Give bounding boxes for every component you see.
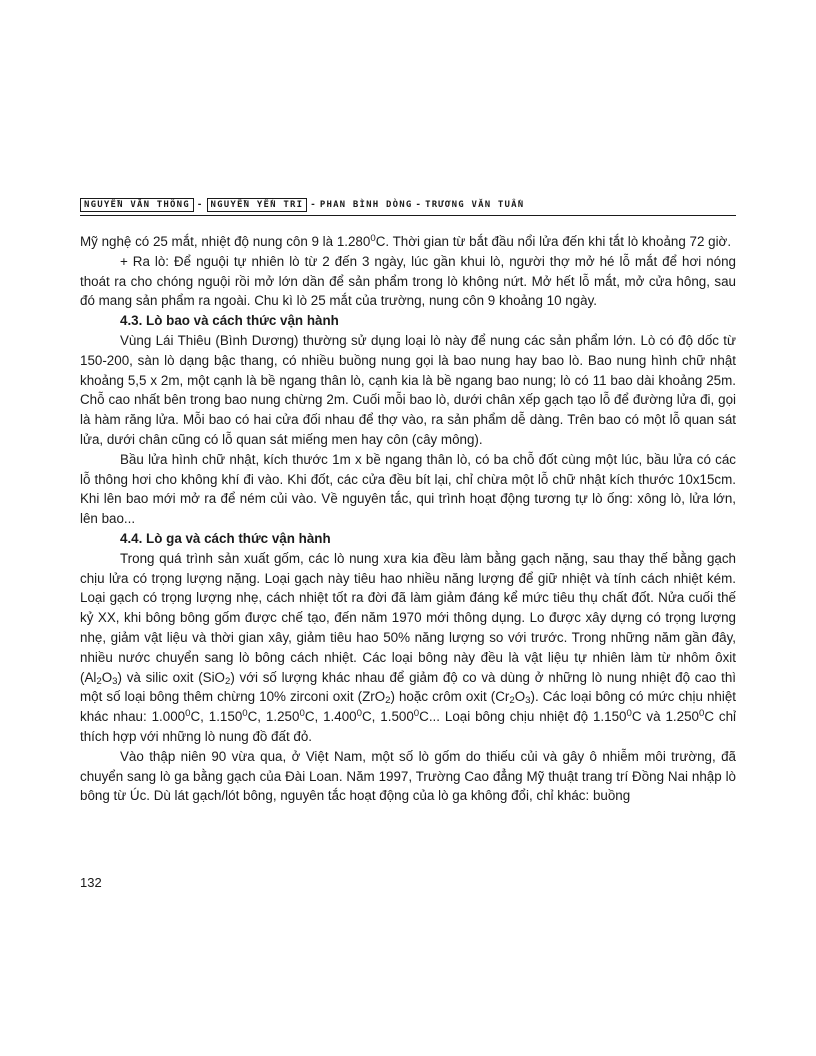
section-heading-4-3: 4.3. Lò bao và cách thức vận hành: [120, 313, 339, 329]
header-separator: -: [196, 200, 204, 210]
running-header: [80, 196, 736, 214]
header-separator: -: [310, 200, 317, 210]
paragraph: Vùng Lái Thiêu (Bình Dương) thường sử dụng loại lò này để nung các sản phẩm lớn. Lò có độ dốc từ 150-200, sàn lò dạng bậc thang, có nhiều buồng nung gọi là bao nung hay bao lò. Bao nung hình chữ nhật khoảng 5,5 x 2m, một cạnh là bề ngang thân lò, cạnh kia là bề ngang bao nung; lò có 11 bao dài khoảng 25m. Chỗ cao nhất bên trong bao nung chừng 2m. Cuối mỗi bao lò, dưới chân xếp gạch tạo lỗ để đường lửa đi, gọi là hàm răng lửa. Mỗi bao có hai cửa đối nhau để thợ vào, ra sản phẩm dễ dàng. Trên bao có một lỗ quan sát lửa, dưới chân cũng có lỗ quan sát miếng men hay côn (cây mông).: [80, 332, 736, 447]
paragraph: + Ra lò: Để nguội tự nhiên lò từ 2 đến 3 ngày, lúc gần khui lò, người thợ mở hé lỗ mắt để hơi nóng thoát ra cho chóng nguội rồi mở lớn dần để sản phẩm trong lò không nứt. Mở hết lỗ mắt, mở cửa hông, sau đó mang sản phẩm ra ngoài. Chu kì lò 25 mắt của trường, nung côn 9 khoảng 10 ngày.: [80, 253, 736, 309]
header-author-1: NGUYỄN VĂN THÔNG: [80, 198, 194, 212]
body-text: [80, 232, 736, 806]
paragraph: Vào thập niên 90 vừa qua, ở Việt Nam, một số lò gốm do thiếu củi và gây ô nhiễm môi trường, đã chuyển sang lò ga bằng gạch của Đài Loan. Năm 1997, Trường Cao đẳng Mỹ thuật trang trí Đồng Nai nhập lò bông từ Úc. Dù lát gạch/lót bông, nguyên tắc hoạt động của lò ga không đổi, chỉ khác: buồng: [80, 748, 736, 804]
header-author-2: NGUYỄN YẾN TRI: [207, 198, 308, 212]
header-rule: [80, 215, 736, 216]
paragraph: Mỹ nghệ có 25 mắt, nhiệt độ nung côn 9 là 1.280$^0$C. Thời gian từ bắt đầu nổi lửa đến khi tắt lò khoảng 72 giờ.: [80, 233, 732, 249]
header-separator: -: [415, 200, 423, 210]
paragraph: Bầu lửa hình chữ nhật, kích thước 1m x bề ngang thân lò, có ba chỗ đốt cùng một lúc, bầu lửa có các lỗ thông hơi cho không khí đi vào. Khi đốt, các cửa đều bít lại, chỉ chừa một lỗ chữ nhật kích thước 10x15cm. Khi lên bao mới mở ra để ném củi vào. Về nguyên tắc, qui trình hoạt động tương tự lò ống: xông lò, lửa lớn, lên bao...: [80, 451, 736, 527]
section-heading-4-4: 4.4. Lò ga và cách thức vận hành: [120, 530, 331, 546]
paragraph: Trong quá trình sản xuất gốm, các lò nung xưa kia đều làm bằng gạch nặng, sau thay thế bằng gạch chịu lửa có trọng lượng nặng. Loại gạch này tiêu hao nhiều năng lượng để giữ nhiệt và tính cách nhiệt kém. Loại gạch có trọng lượng nhẹ, cách nhiệt tốt ra đời đã làm giảm đáng kể mức tiêu thụ chất đốt. Nửa cuối thế kỷ XX, khi bông bông gốm được chế tạo, đến năm 1970 mới thông dụng. Lo được xây dựng có trọng lượng nhẹ, giảm vật liệu và thời gian xây, giảm tiêu hao 50% năng lượng so với trước. Trong những năm gần đây, nhiều nước chuyển sang lò bông cách nhiệt. Các loại bông này đều là vật liệu tự nhiên làm từ nhôm ôxit $(Al_2O_3)$ và silic oxit (SiO$_2$) với số lượng khác nhau để giảm độ co và dùng ở những lò nung nhiệt độ cao thì một số loại bông thêm chừng 10% zirconi oxit (ZrO$_2$) hoặc crôm oxit $(Cr_2O_3)$. Các loại bông có mức chịu nhiệt khác nhau: 1.000$^0$C, 1.150$^0$C, 1.250$^0$C, 1.400$^0$C, 1.500$^0$C... Loại bông chịu nhiệt độ 1.150$^0$C và 1.250$^0$C chỉ thích hợp với những lò nung đồ đất đỏ.: [80, 550, 737, 744]
header-author-3: PHAN BÌNH DÒNG: [319, 200, 413, 210]
header-author-4: TRƯƠNG VĂN TUẤN: [425, 200, 525, 210]
page-number: 132: [80, 875, 102, 890]
